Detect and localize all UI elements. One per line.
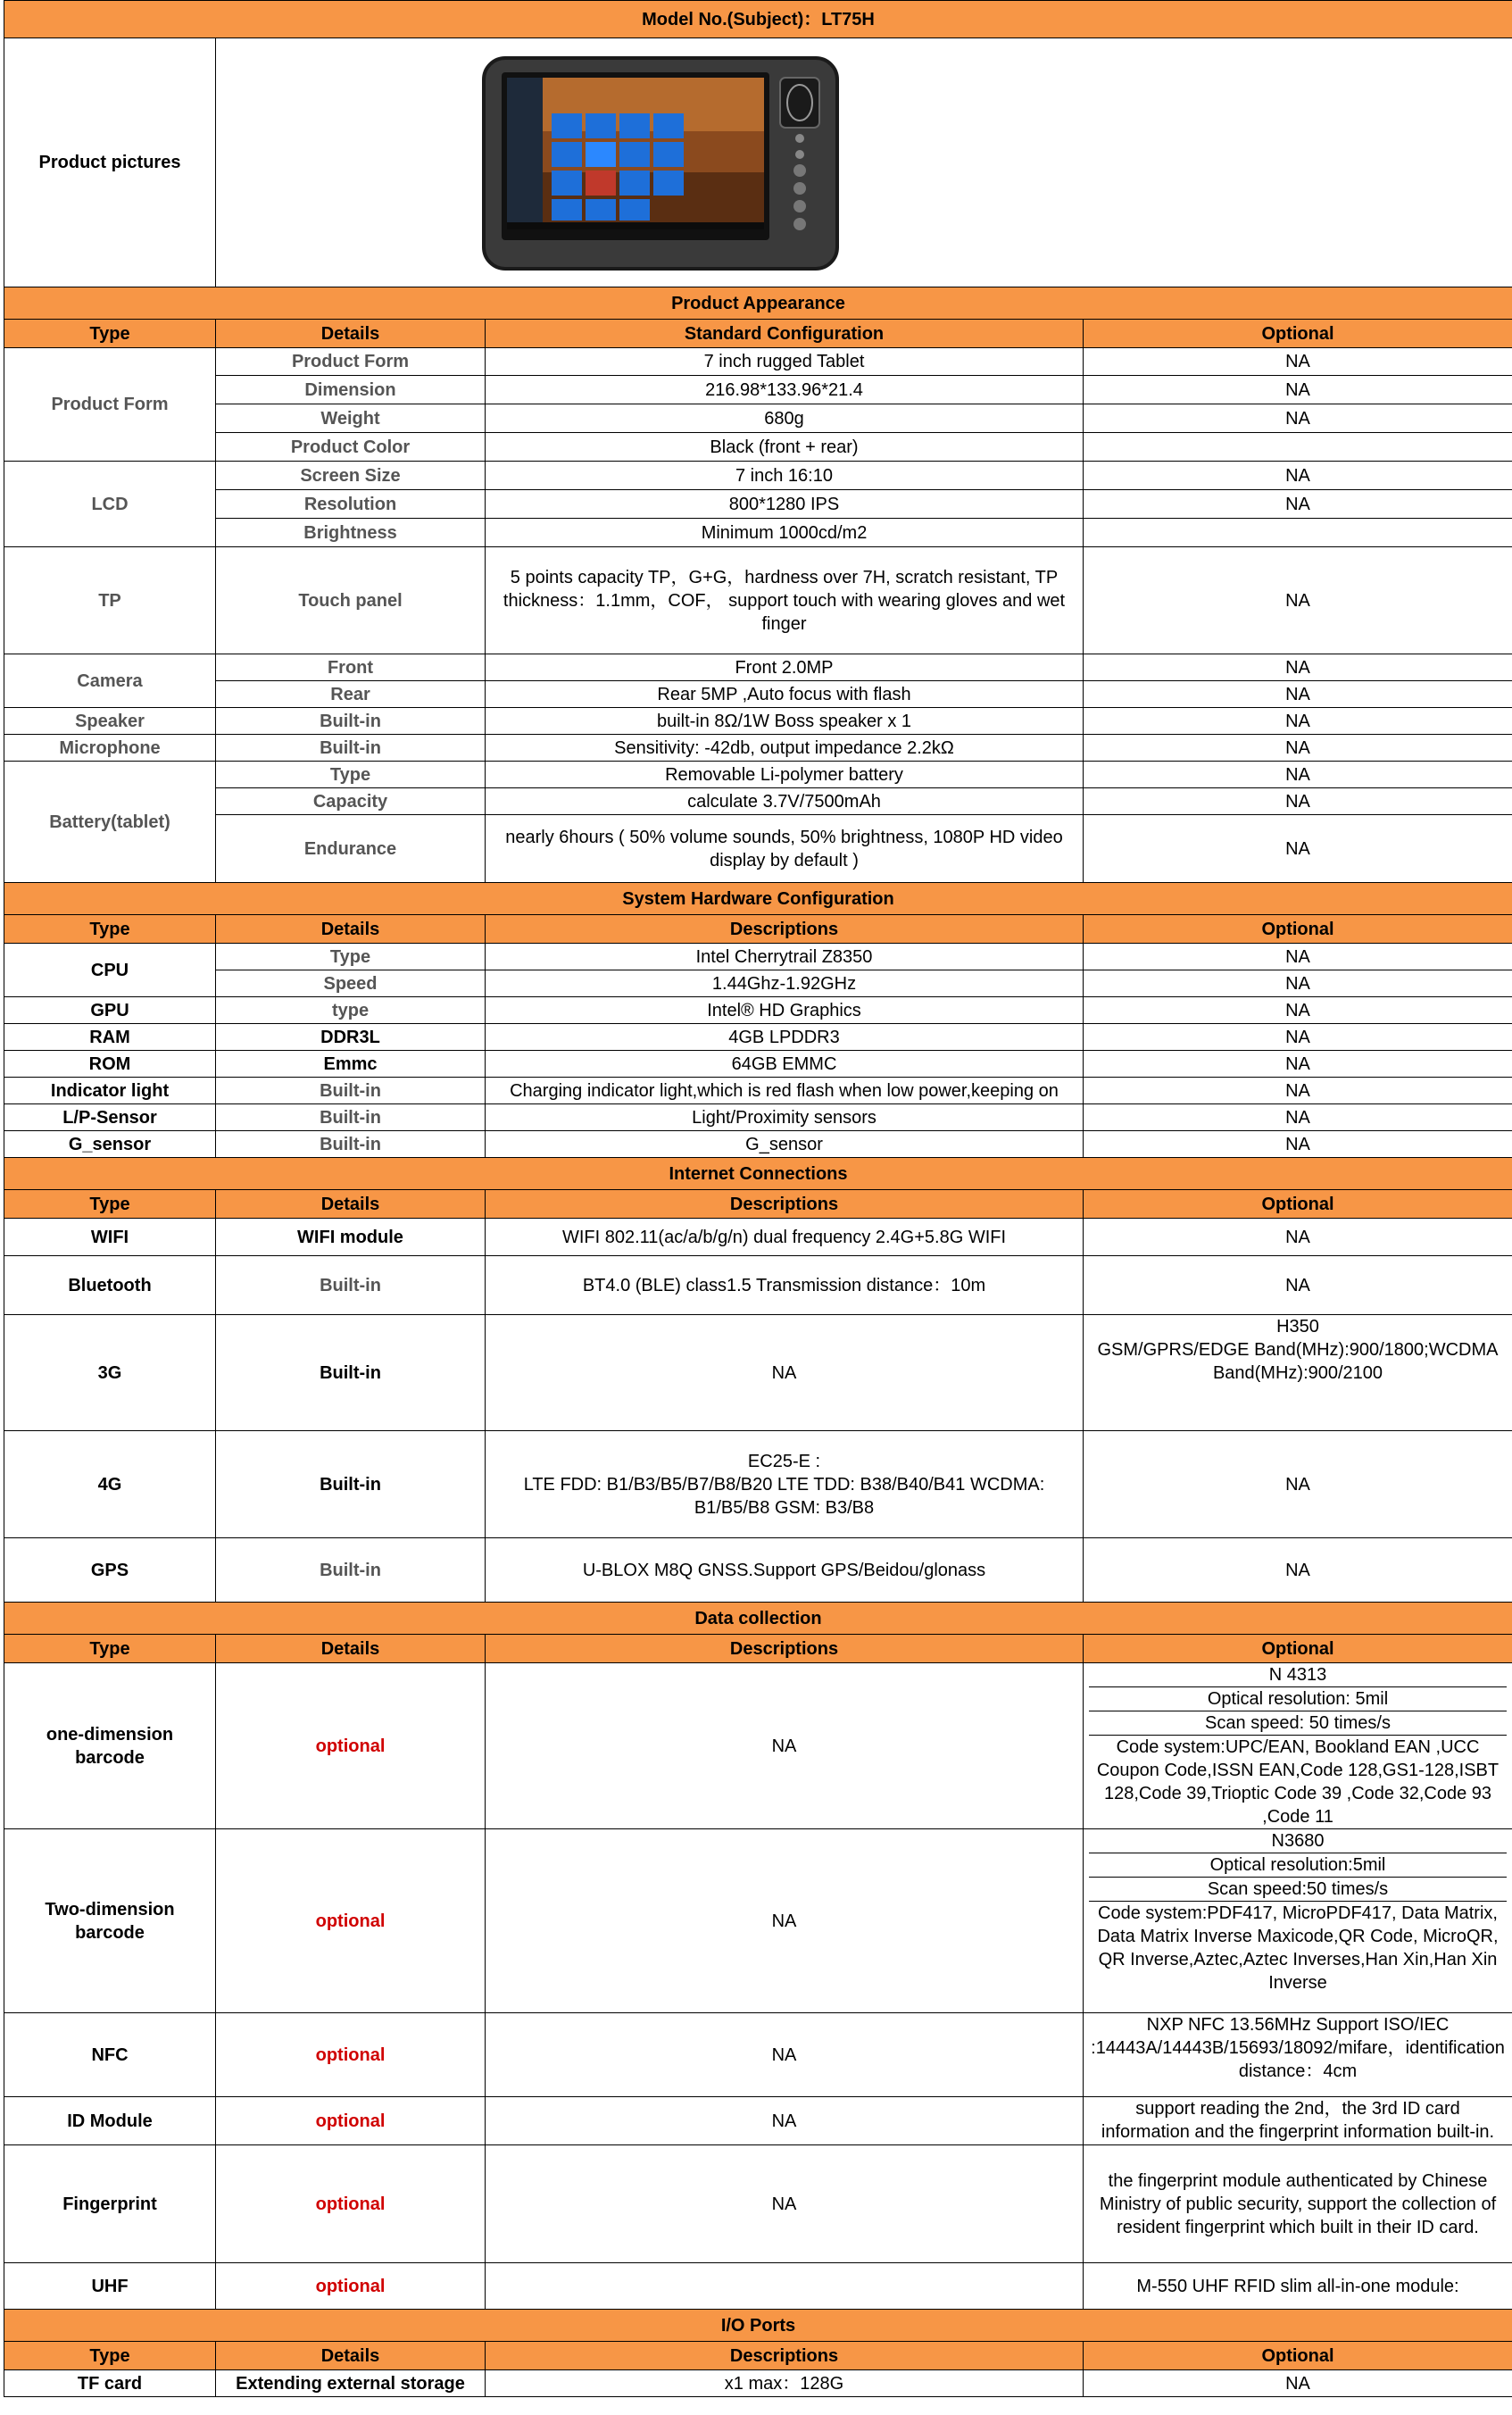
row-detail: optional [216,1829,486,2013]
row-detail: Built-in [216,1315,486,1431]
row-optional: NA [1084,654,1512,681]
header-type: Type [4,320,216,348]
row-optional: NA [1084,788,1512,815]
row-detail: Built-in [216,735,486,762]
header-optional: Optional [1084,320,1512,348]
header-descriptions: Descriptions [486,1635,1084,1663]
row-value: x1 max：128G [486,2370,1084,2397]
row-detail: optional [216,2097,486,2145]
row-detail: Built-in [216,1131,486,1158]
row-value: nearly 6hours ( 50% volume sounds, 50% brightness, 1080P HD video display by default ) [486,815,1084,883]
row-type: WIFI [4,1219,216,1256]
row-detail: optional [216,2263,486,2310]
row-optional: H350 GSM/GPRS/EDGE Band(MHz):900/1800;WCDMA Band(MHz):900/2100 [1084,1315,1512,1431]
row-detail: DDR3L [216,1024,486,1051]
row-optional: NA [1084,944,1512,970]
row-optional [1084,519,1512,547]
row-detail: Endurance [216,815,486,883]
header-type: Type [4,1635,216,1663]
section-internet: Internet Connections [4,1158,1512,1190]
row-detail: type [216,997,486,1024]
row-detail: Type [216,762,486,788]
row-type: ID Module [4,2097,216,2145]
hardware-button-icon [795,150,804,159]
row-detail: Front [216,654,486,681]
row-detail: Resolution [216,490,486,519]
header-type: Type [4,1190,216,1219]
header-details: Details [216,320,486,348]
hardware-button-icon [795,134,804,143]
row-value: NA [486,1315,1084,1431]
header-details: Details [216,2342,486,2370]
row-detail: Emmc [216,1051,486,1078]
row-type: UHF [4,2263,216,2310]
row-detail: Speed [216,970,486,997]
row-optional: NA [1084,1051,1512,1078]
row-optional: NA [1084,970,1512,997]
row-optional: NA [1084,1131,1512,1158]
row-value: 216.98*133.96*21.4 [486,376,1084,404]
row-type: Fingerprint [4,2145,216,2263]
row-value: Light/Proximity sensors [486,1104,1084,1131]
row-detail: Built-in [216,708,486,735]
row-value: 1.44Ghz-1.92GHz [486,970,1084,997]
row-value: NA [486,2097,1084,2145]
row-value: WIFI 802.11(ac/a/b/g/n) dual frequency 2.4G+5.8G WIFI [486,1219,1084,1256]
row-detail: Built-in [216,1256,486,1315]
row-detail: WIFI module [216,1219,486,1256]
row-detail: Dimension [216,376,486,404]
row-optional: N3680 Optical resolution:5mil Scan speed:50 times/s Code system:PDF417, MicroPDF417, Data Matrix, Data Matrix Inverse Maxicode,QR Code, MicroQR, QR Inverse,Aztec,Aztec Inverses,Han Xin,Han Xin Inverse [1084,1829,1512,2013]
row-optional: NA [1084,348,1512,376]
row-optional: NA [1084,1024,1512,1051]
row-optional: NA [1084,462,1512,490]
row-optional: NA [1084,681,1512,708]
row-optional: NA [1084,404,1512,433]
header-type: Type [4,2342,216,2370]
row-type: CPU [4,944,216,997]
row-type: L/P-Sensor [4,1104,216,1131]
section-appearance: Product Appearance [4,287,1512,320]
row-detail: Touch panel [216,547,486,654]
row-value: Black (front + rear) [486,433,1084,462]
row-detail: Built-in [216,1431,486,1538]
product-pictures-label: Product pictures [4,38,216,287]
row-value: G_sensor [486,1131,1084,1158]
row-value: calculate 3.7V/7500mAh [486,788,1084,815]
row-type: Product Form [4,348,216,462]
row-value: built-in 8Ω/1W Boss speaker x 1 [486,708,1084,735]
row-value: Intel® HD Graphics [486,997,1084,1024]
row-type: GPU [4,997,216,1024]
row-value: Charging indicator light,which is red flash when low power,keeping on [486,1078,1084,1104]
row-value: Rear 5MP ,Auto focus with flash [486,681,1084,708]
row-value: U-BLOX M8Q GNSS.Support GPS/Beidou/glonass [486,1538,1084,1603]
row-value: Intel Cherrytrail Z8350 [486,944,1084,970]
row-detail: optional [216,2145,486,2263]
row-value: 680g [486,404,1084,433]
row-type: 3G [4,1315,216,1431]
row-detail: Screen Size [216,462,486,490]
section-hardware: System Hardware Configuration [4,883,1512,915]
row-optional [1084,433,1512,462]
row-value: Front 2.0MP [486,654,1084,681]
row-detail: optional [216,2013,486,2097]
row-type: LCD [4,462,216,547]
row-optional: NA [1084,762,1512,788]
row-type: Speaker [4,708,216,735]
row-optional: NA [1084,997,1512,1024]
row-optional: NA [1084,1431,1512,1538]
header-details: Details [216,1635,486,1663]
row-optional: NA [1084,490,1512,519]
header-details: Details [216,1190,486,1219]
row-optional: NA [1084,815,1512,883]
row-value: Minimum 1000cd/m2 [486,519,1084,547]
header-optional: Optional [1084,915,1512,944]
row-value [486,2263,1084,2310]
spec-table [4,0,1512,2397]
section-data-collection: Data collection [4,1603,1512,1635]
row-value: NA [486,1829,1084,2013]
row-optional: NA [1084,1104,1512,1131]
header-optional: Optional [1084,1635,1512,1663]
row-type: Battery(tablet) [4,762,216,883]
row-value: 800*1280 IPS [486,490,1084,519]
row-optional: NA [1084,735,1512,762]
row-type: Microphone [4,735,216,762]
row-type: 4G [4,1431,216,1538]
header-standard: Standard Configuration [486,320,1084,348]
row-type: ROM [4,1051,216,1078]
row-optional: NA [1084,376,1512,404]
page-title: Model No.(Subject)：LT75H [4,1,1512,38]
row-type: NFC [4,2013,216,2097]
row-value: NA [486,1663,1084,1829]
row-detail: Product Color [216,433,486,462]
row-value: Removable Li-polymer battery [486,762,1084,788]
row-optional: NA [1084,1538,1512,1603]
product-picture [216,38,1512,287]
row-detail: Rear [216,681,486,708]
row-detail: Brightness [216,519,486,547]
row-optional: NA [1084,1078,1512,1104]
row-value: 7 inch rugged Tablet [486,348,1084,376]
tablet-image [216,38,1511,287]
header-type: Type [4,915,216,944]
hardware-button-icon [793,182,806,195]
row-value: 7 inch 16:10 [486,462,1084,490]
header-descriptions: Descriptions [486,1190,1084,1219]
header-descriptions: Descriptions [486,915,1084,944]
header-details: Details [216,915,486,944]
row-value: NA [486,2145,1084,2263]
row-optional: NA [1084,708,1512,735]
row-detail: optional [216,1663,486,1829]
hardware-button-icon [793,218,806,230]
header-optional: Optional [1084,1190,1512,1219]
row-optional: NXP NFC 13.56MHz Support ISO/IEC :14443A/14443B/15693/18092/mifare，identification distance：4cm [1084,2013,1512,2097]
header-descriptions: Descriptions [486,2342,1084,2370]
section-io: I/O Ports [4,2310,1512,2342]
row-optional: NA [1084,1256,1512,1315]
row-optional: NA [1084,2370,1512,2397]
row-optional: support reading the 2nd，the 3rd ID card information and the fingerprint information built-in. [1084,2097,1512,2145]
row-type: Bluetooth [4,1256,216,1315]
row-optional: the fingerprint module authenticated by Chinese Ministry of public security, support the collection of resident fingerprint which built in their ID card. [1084,2145,1512,2263]
row-type: TP [4,547,216,654]
row-value: Sensitivity: -42db, output impedance 2.2kΩ [486,735,1084,762]
row-detail: Extending external storage [216,2370,486,2397]
row-value: 64GB EMMC [486,1051,1084,1078]
row-type: Indicator light [4,1078,216,1104]
row-value: BT4.0 (BLE) class1.5 Transmission distance：10m [486,1256,1084,1315]
taskbar [507,222,764,229]
row-detail: Built-in [216,1104,486,1131]
row-detail: Product Form [216,348,486,376]
start-menu-panel [507,78,543,229]
row-detail: Built-in [216,1538,486,1603]
row-value: EC25-E : LTE FDD: B1/B3/B5/B7/B8/B20 LTE TDD: B38/B40/B41 WCDMA: B1/B5/B8 GSM: B3/B8 [486,1431,1084,1538]
row-type: Two-dimension barcode [4,1829,216,2013]
row-type: GPS [4,1538,216,1603]
row-detail: Built-in [216,1078,486,1104]
row-type: TF card [4,2370,216,2397]
row-type: one-dimension barcode [4,1663,216,1829]
row-type: G_sensor [4,1131,216,1158]
row-value: 5 points capacity TP，G+G，hardness over 7H, scratch resistant, TP thickness：1.1mm，COF， support touch with wearing gloves and wet finger [486,547,1084,654]
hardware-button-icon [793,200,806,212]
hardware-button-icon [793,164,806,177]
row-optional: NA [1084,1219,1512,1256]
row-detail: Capacity [216,788,486,815]
row-optional: M-550 UHF RFID slim all-in-one module: [1084,2263,1512,2310]
row-optional: NA [1084,547,1512,654]
row-value: NA [486,2013,1084,2097]
row-optional: N 4313 Optical resolution: 5mil Scan speed: 50 times/s Code system:UPC/EAN, Bookland EAN ,UCC Coupon Code,ISSN EAN,Code 128,GS1-128,ISBT 128,Code 39,Trioptic Code 39 ,Code 32,Code 93 ,Code 11 [1084,1663,1512,1829]
row-value: 4GB LPDDR3 [486,1024,1084,1051]
row-detail: Weight [216,404,486,433]
header-optional: Optional [1084,2342,1512,2370]
row-type: RAM [4,1024,216,1051]
row-type: Camera [4,654,216,708]
row-detail: Type [216,944,486,970]
